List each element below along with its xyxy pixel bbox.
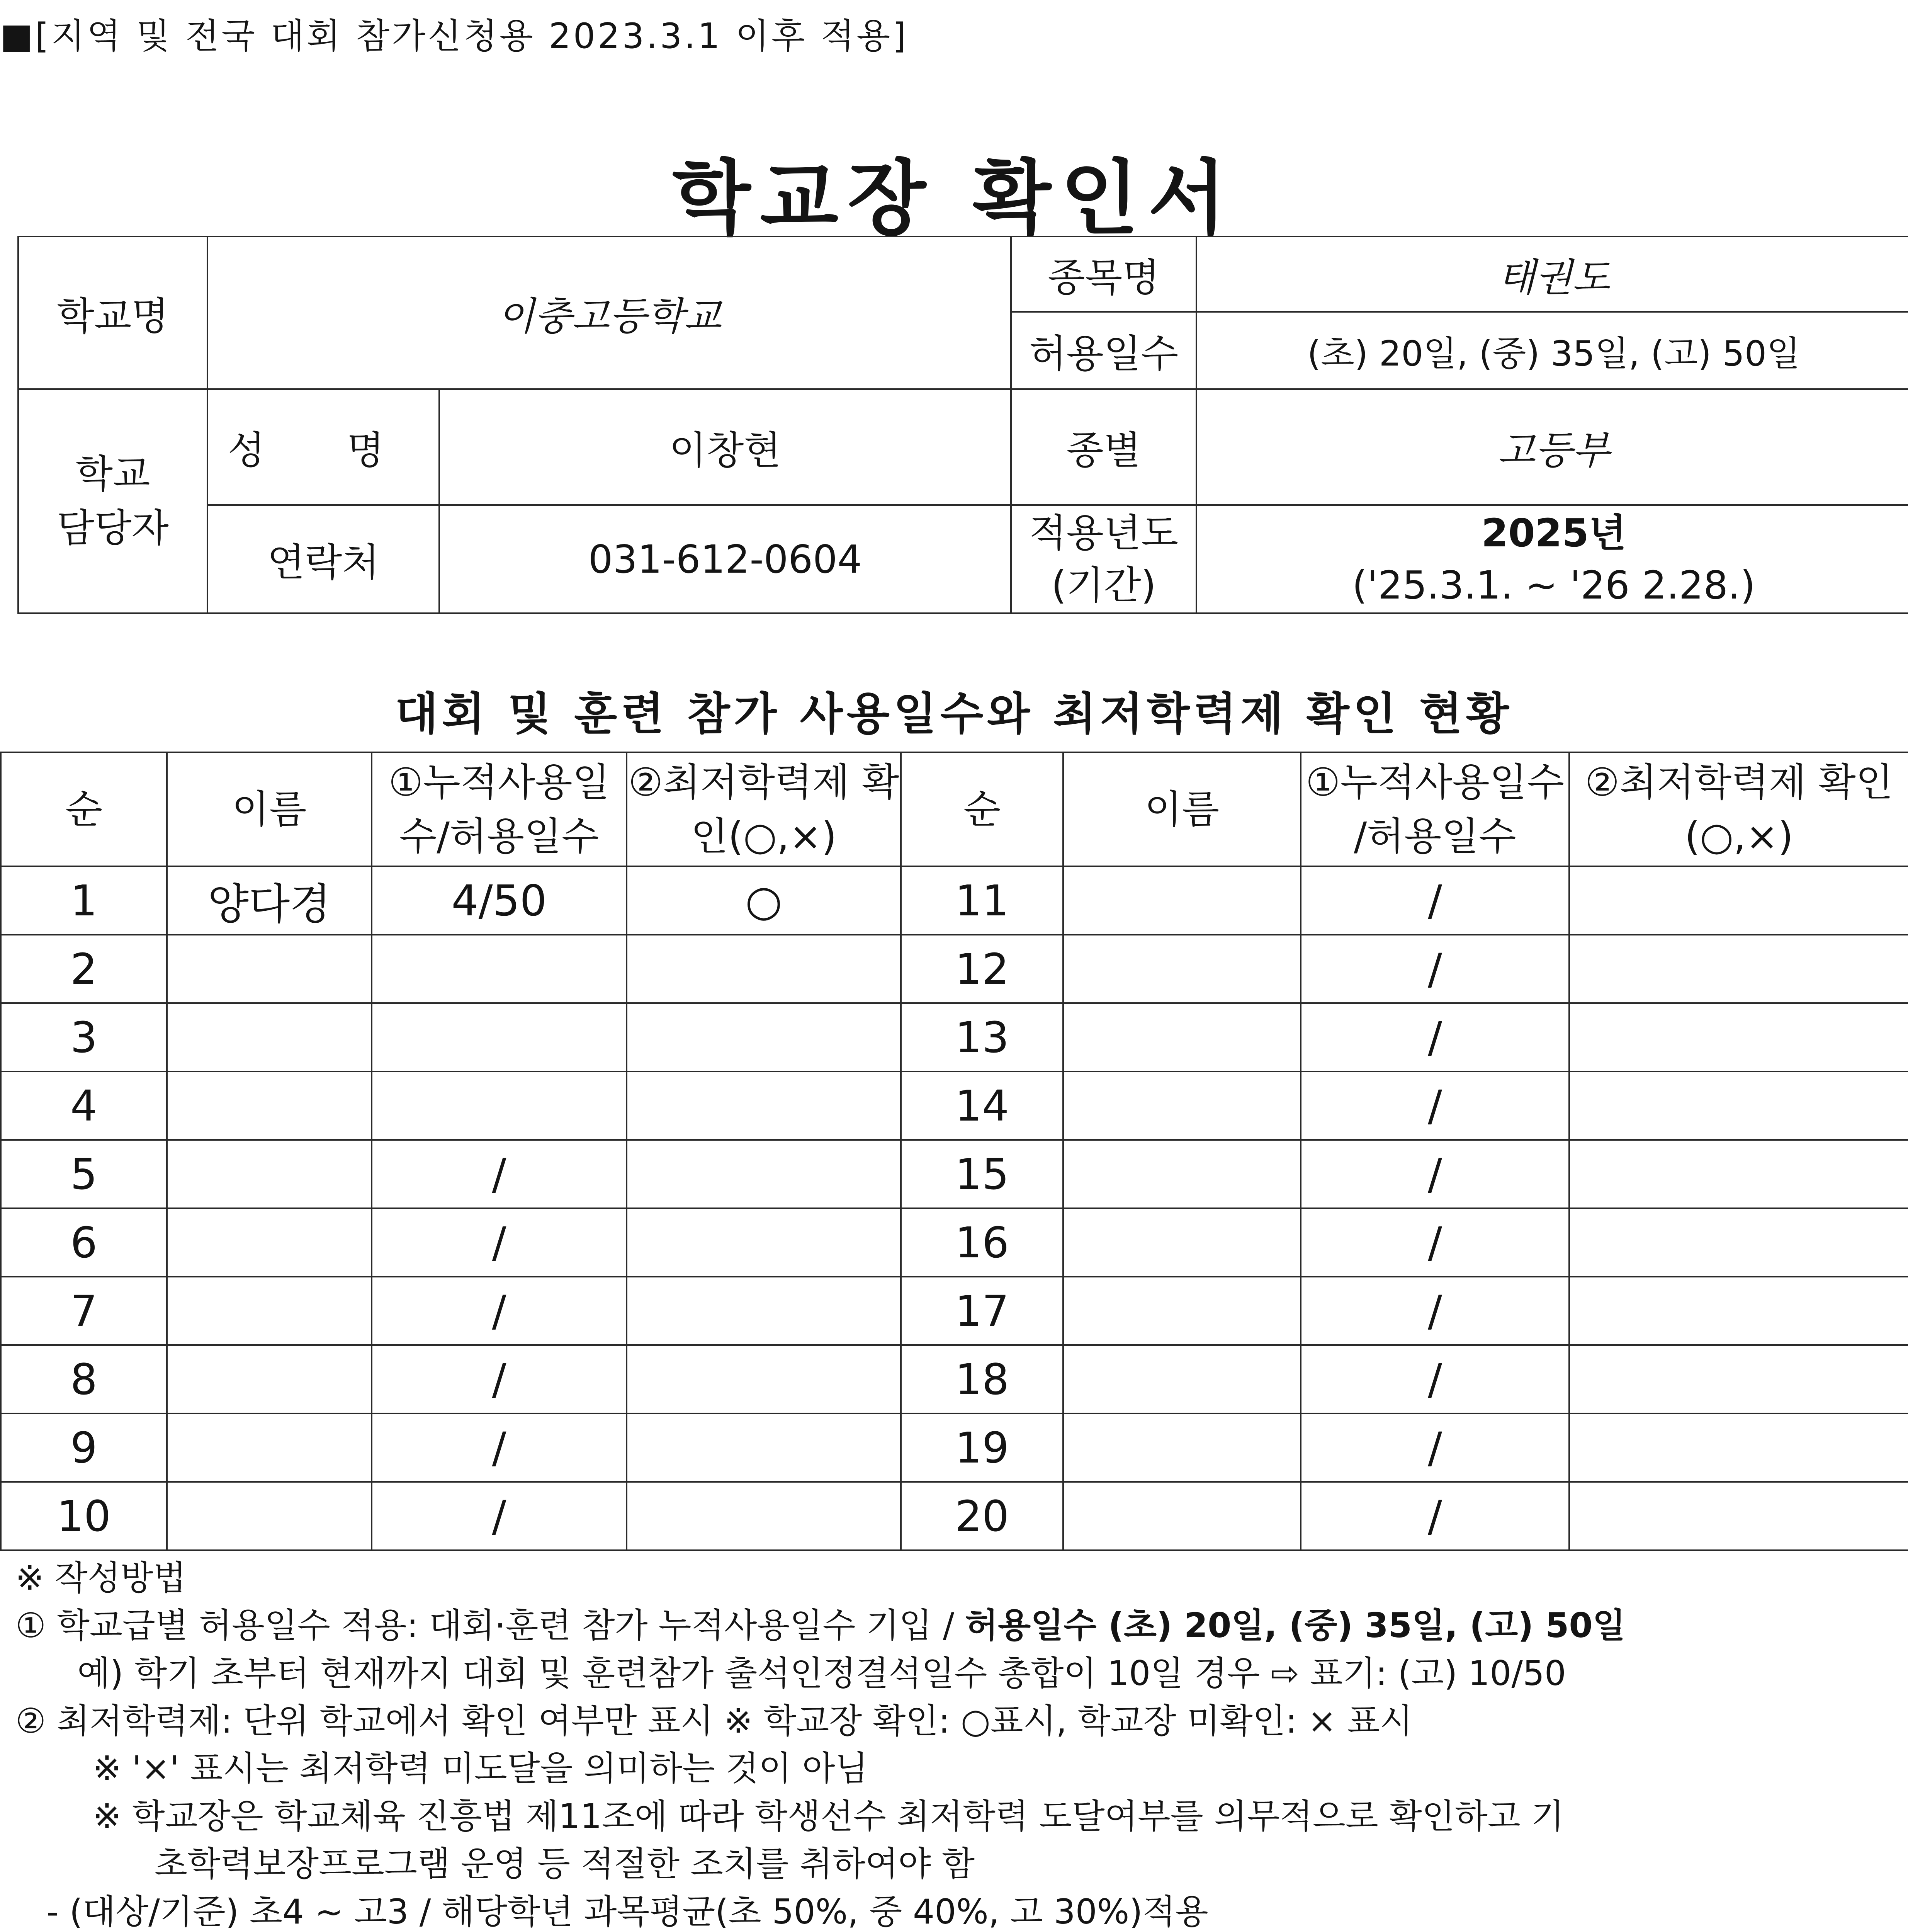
row-name-right	[1063, 1140, 1301, 1208]
header-name-left: 이름	[167, 752, 372, 866]
row-check-left	[627, 1071, 901, 1140]
document-title: 학교장 확인서	[672, 151, 1236, 246]
row-name-right	[1063, 866, 1301, 935]
row-check-right	[1569, 866, 1908, 935]
row-no-right: 15	[901, 1140, 1063, 1208]
name-label: 성 명	[207, 389, 439, 505]
row-days-left	[372, 1071, 627, 1140]
instructions	[15, 1557, 1881, 1932]
row-name-right	[1063, 1277, 1301, 1345]
row-no-left: 9	[1, 1413, 167, 1482]
row-check-right	[1569, 1140, 1908, 1208]
row-no-left: 6	[1, 1208, 167, 1277]
phone-label: 연락처	[207, 505, 439, 613]
header-note: ■[지역 및 전국 대회 참가신청용 2023.3.1 이후 적용]	[0, 16, 909, 56]
allowed-days-value: (초) 20일, (중) 35일, (고) 50일	[1196, 312, 1908, 389]
header-name-right: 이름	[1063, 752, 1301, 866]
instructions-heading: ※ 작성방법	[15, 1558, 186, 1598]
row-no-left: 4	[1, 1071, 167, 1140]
contact-group-label: 학교 담당자	[18, 389, 207, 613]
row-no-right: 19	[901, 1413, 1063, 1482]
row-check-right	[1569, 1413, 1908, 1482]
header-no-right: 순	[901, 752, 1063, 866]
row-days-left: /	[372, 1345, 627, 1413]
event-label: 종목명	[1011, 236, 1196, 312]
participant-row	[1, 1071, 1908, 1140]
row-name-left	[167, 1071, 372, 1140]
row-check-right	[1569, 935, 1908, 1003]
instruction-2: ② 최저학력제: 단위 학교에서 확인 여부만 표시 ※ 학교장 확인: ○표시, 학교장 미확인: × 표시	[15, 1701, 1413, 1741]
row-days-right: /	[1301, 1003, 1569, 1071]
row-days-left: /	[372, 1208, 627, 1277]
row-name-right	[1063, 1071, 1301, 1140]
header-no-left: 순	[1, 752, 167, 866]
row-no-left: 2	[1, 935, 167, 1003]
instruction-1-text: ① 학교급별 허용일수 적용: 대회·훈련 참가 누적사용일수 기입 /	[15, 1605, 965, 1646]
row-check-right	[1569, 1345, 1908, 1413]
row-days-left: /	[372, 1277, 627, 1345]
row-no-right: 11	[901, 866, 1063, 935]
participant-row	[1, 1003, 1908, 1071]
participant-row	[1, 1345, 1908, 1413]
row-name-right	[1063, 1482, 1301, 1550]
row-check-left	[627, 1482, 901, 1550]
row-name-left	[167, 1208, 372, 1277]
row-days-right: /	[1301, 1140, 1569, 1208]
row-check-left	[627, 1345, 901, 1413]
allowed-days-label: 허용일수	[1011, 312, 1196, 389]
row-check-right	[1569, 1071, 1908, 1140]
row-name-right	[1063, 1208, 1301, 1277]
name-value: 이창현	[439, 389, 1011, 505]
participant-row	[1, 1140, 1908, 1208]
row-name-left	[167, 1277, 372, 1345]
participant-row	[1, 1482, 1908, 1550]
row-name-left: 양다경	[167, 866, 372, 935]
row-no-right: 13	[901, 1003, 1063, 1071]
row-days-left	[372, 1003, 627, 1071]
row-check-left	[627, 1208, 901, 1277]
instruction-criteria: - (대상/기준) 초4 ~ 고3 / 해당학년 과목평균(초 50%, 중 40%, 고 30%)적용	[46, 1891, 1208, 1932]
instruction-1-bold: 허용일수 (초) 20일, (중) 35일, (고) 50일	[965, 1605, 1626, 1646]
row-days-right: /	[1301, 1277, 1569, 1345]
year-label: 적용년도	[1029, 510, 1179, 556]
section-title: 대회 및 훈련 참가 사용일수와 최저학력제 확인 현황	[395, 688, 1513, 740]
period-value: ('25.3.1. ~ '26 2.28.)	[1352, 563, 1755, 608]
row-no-left: 3	[1, 1003, 167, 1071]
row-days-right: /	[1301, 1482, 1569, 1550]
row-days-right: /	[1301, 1413, 1569, 1482]
participants-table	[0, 752, 1908, 1551]
row-days-right: /	[1301, 1208, 1569, 1277]
participant-row	[1, 866, 1908, 935]
row-check-left	[627, 1140, 901, 1208]
instruction-1-example: 예) 학기 초부터 현재까지 대회 및 훈련참가 출석인정결석일수 총합이 10일 경우 ⇨ 표기: (고) 10/50	[77, 1653, 1566, 1693]
participant-row	[1, 1208, 1908, 1277]
row-no-right: 20	[901, 1482, 1063, 1550]
row-days-left: 4/50	[372, 866, 627, 935]
row-days-left: /	[372, 1482, 627, 1550]
row-days-right: /	[1301, 1071, 1569, 1140]
division-label: 종별	[1011, 389, 1196, 505]
row-check-left	[627, 1277, 901, 1345]
row-name-left	[167, 1003, 372, 1071]
participant-row	[1, 1277, 1908, 1345]
header-days-left: ①누적사용일 수/허용일수	[372, 752, 627, 866]
row-days-right: /	[1301, 935, 1569, 1003]
row-check-right	[1569, 1482, 1908, 1550]
row-days-left: /	[372, 1140, 627, 1208]
instruction-1	[15, 1605, 1881, 1646]
row-check-right	[1569, 1277, 1908, 1345]
phone-value: 031-612-0604	[439, 505, 1011, 613]
header-check-right: ②최저학력제 확인(○,×)	[1569, 752, 1908, 866]
row-check-right	[1569, 1208, 1908, 1277]
row-name-left	[167, 1345, 372, 1413]
row-days-right: /	[1301, 1345, 1569, 1413]
instruction-2-note-b-cont: 초학력보장프로그램 운영 등 적절한 조치를 취하여야 함	[155, 1844, 975, 1884]
row-no-right: 14	[901, 1071, 1063, 1140]
row-name-left	[167, 1140, 372, 1208]
row-no-left: 8	[1, 1345, 167, 1413]
school-value: 이충고등학교	[207, 236, 1011, 389]
header-days-right: ①누적사용일수 /허용일수	[1301, 752, 1569, 866]
info-table	[17, 236, 1908, 614]
row-no-right: 16	[901, 1208, 1063, 1277]
period-label: (기간)	[1051, 563, 1156, 608]
row-no-left: 5	[1, 1140, 167, 1208]
row-check-left	[627, 1003, 901, 1071]
row-name-right	[1063, 1003, 1301, 1071]
row-check-left: ○	[627, 866, 901, 935]
row-no-left: 10	[1, 1482, 167, 1550]
row-name-right	[1063, 1345, 1301, 1413]
participant-row	[1, 1413, 1908, 1482]
row-name-left	[167, 1413, 372, 1482]
row-no-right: 17	[901, 1277, 1063, 1345]
row-check-right	[1569, 1003, 1908, 1071]
header-check-left: ②최저학력제 확인(○,×)	[627, 752, 901, 866]
division-value: 고등부	[1196, 389, 1908, 505]
row-name-right	[1063, 1413, 1301, 1482]
school-label: 학교명	[18, 236, 207, 389]
row-days-left: /	[372, 1413, 627, 1482]
row-no-left: 1	[1, 866, 167, 935]
instruction-2-note-b: ※ 학교장은 학교체육 진흥법 제11조에 따라 학생선수 최저학력 도달여부를 의무적으로 확인하고 기	[93, 1796, 1564, 1836]
row-check-left	[627, 935, 901, 1003]
row-no-right: 12	[901, 935, 1063, 1003]
row-days-left	[372, 935, 627, 1003]
row-name-left	[167, 1482, 372, 1550]
instruction-2-note-a: ※ '×' 표시는 최저학력 미도달을 의미하는 것이 아님	[93, 1748, 868, 1789]
row-check-left	[627, 1413, 901, 1482]
row-days-right: /	[1301, 866, 1569, 935]
event-value: 태권도	[1196, 236, 1908, 312]
row-name-left	[167, 935, 372, 1003]
participant-row	[1, 935, 1908, 1003]
row-no-right: 18	[901, 1345, 1063, 1413]
row-no-left: 7	[1, 1277, 167, 1345]
year-value: 2025년	[1481, 510, 1626, 556]
row-name-right	[1063, 935, 1301, 1003]
